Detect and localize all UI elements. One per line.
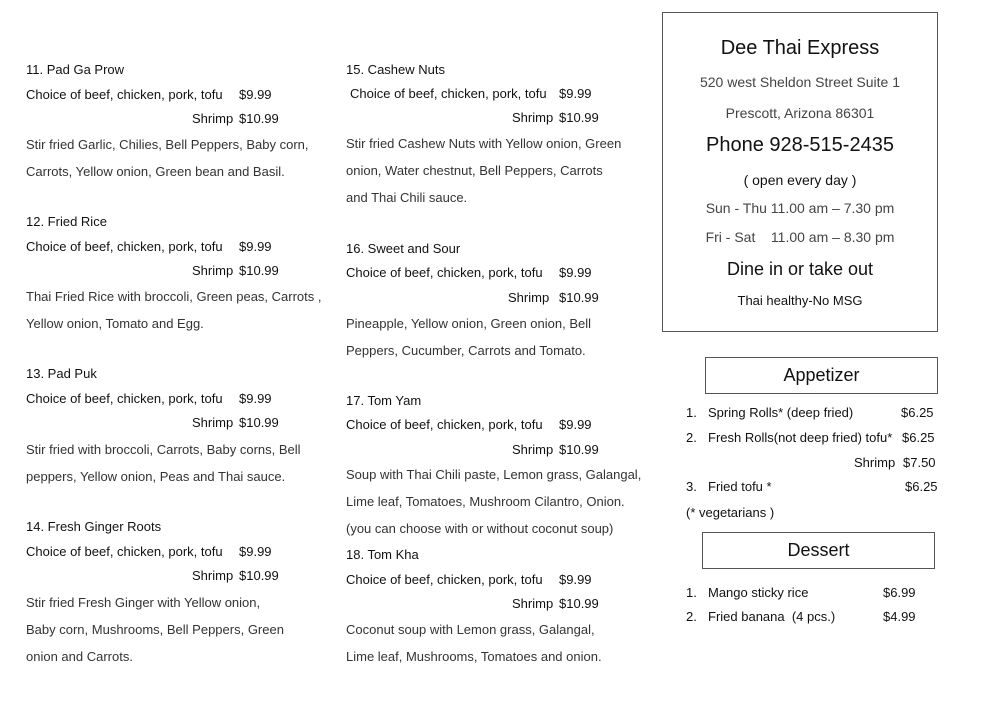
dish-description: (you can choose with or without coconut soup) bbox=[346, 521, 614, 536]
dish-title: 13. Pad Puk bbox=[26, 366, 97, 381]
dish-price: $9.99 bbox=[239, 87, 272, 102]
dish-choice: Choice of beef, chicken, pork, tofu bbox=[26, 391, 223, 406]
shrimp-price: $10.99 bbox=[239, 111, 279, 126]
shrimp-price: $10.99 bbox=[239, 263, 279, 278]
dish-description: Stir fried Fresh Ginger with Yellow onion, bbox=[26, 595, 261, 610]
dish-title: 18. Tom Kha bbox=[346, 547, 419, 562]
dish-description: and Thai Chili sauce. bbox=[346, 190, 468, 205]
shrimp-label: Shrimp bbox=[192, 415, 234, 430]
dish-description: Stir fried Cashew Nuts with Yellow onion, Green bbox=[346, 136, 622, 151]
dish-description: Lime leaf, Tomatoes, Mushroom Cilantro, Onion. bbox=[346, 494, 625, 509]
restaurant-address: 520 west Sheldon Street Suite 1 bbox=[699, 74, 901, 90]
appetizer-price: $6.25 bbox=[902, 430, 935, 445]
dish-price: $9.99 bbox=[239, 544, 272, 559]
shrimp-label: Shrimp bbox=[192, 568, 234, 583]
appetizer-name: Fried tofu * bbox=[708, 479, 772, 494]
dish-description: Stir fried with broccoli, Carrots, Baby corns, Bell bbox=[26, 442, 301, 457]
dish-choice: Choice of beef, chicken, pork, tofu bbox=[346, 572, 543, 587]
dish-title: 12. Fried Rice bbox=[26, 214, 107, 229]
list-item-number: 3. bbox=[686, 479, 697, 494]
dish-description: onion, Water chestnut, Bell Peppers, Carrots bbox=[346, 163, 603, 178]
list-item-number: 2. bbox=[686, 609, 697, 624]
dish-description: Lime leaf, Mushrooms, Tomatoes and onion. bbox=[346, 649, 602, 664]
appetizer-price: $6.25 bbox=[901, 405, 934, 420]
appetizer-price: $7.50 bbox=[903, 455, 936, 470]
appetizer-heading: Appetizer bbox=[705, 357, 938, 394]
dish-description: Coconut soup with Lemon grass, Galangal, bbox=[346, 622, 595, 637]
dish-description: Stir fried Garlic, Chilies, Bell Peppers, Baby corn, bbox=[26, 137, 309, 152]
healthy-tagline: Thai healthy-No MSG bbox=[737, 293, 863, 308]
dish-choice: Choice of beef, chicken, pork, tofu bbox=[346, 417, 543, 432]
shrimp-price: $10.99 bbox=[559, 290, 599, 305]
shrimp-price: $10.99 bbox=[239, 415, 279, 430]
dine-in-takeout: Dine in or take out bbox=[726, 259, 874, 279]
hours-sun-thu: Sun - Thu 11.00 am – 7.30 pm bbox=[705, 200, 895, 216]
restaurant-name: Dee Thai Express bbox=[720, 37, 880, 59]
dish-price: $9.99 bbox=[559, 417, 592, 432]
dish-description: Peppers, Cucumber, Carrots and Tomato. bbox=[346, 343, 586, 358]
dish-choice: Choice of beef, chicken, pork, tofu bbox=[26, 544, 223, 559]
shrimp-price: $10.99 bbox=[239, 568, 279, 583]
dish-price: $9.99 bbox=[559, 86, 592, 101]
dessert-name: Mango sticky rice bbox=[708, 585, 809, 600]
shrimp-price: $10.99 bbox=[559, 442, 599, 457]
dish-price: $9.99 bbox=[239, 391, 272, 406]
dish-price: $9.99 bbox=[239, 239, 272, 254]
dish-title: 14. Fresh Ginger Roots bbox=[26, 519, 162, 534]
shrimp-label: Shrimp bbox=[512, 442, 554, 457]
vegetarian-note: (* vegetarians ) bbox=[686, 505, 775, 520]
dessert-heading: Dessert bbox=[702, 532, 935, 569]
restaurant-phone: Phone 928-515-2435 bbox=[706, 134, 894, 156]
dessert-price: $6.99 bbox=[883, 585, 916, 600]
dish-description: Soup with Thai Chili paste, Lemon grass, Galangal, bbox=[346, 467, 642, 482]
hours-fri-sat: Fri - Sat 11.00 am – 8.30 pm bbox=[705, 229, 895, 245]
dish-description: Carrots, Yellow onion, Green bean and Basil. bbox=[26, 164, 285, 179]
list-item-number: 1. bbox=[686, 585, 697, 600]
dish-title: 16. Sweet and Sour bbox=[346, 241, 461, 256]
dessert-price: $4.99 bbox=[883, 609, 916, 624]
open-days: ( open every day ) bbox=[743, 172, 857, 188]
shrimp-label: Shrimp bbox=[192, 111, 234, 126]
dish-description: Pineapple, Yellow onion, Green onion, Bell bbox=[346, 316, 592, 331]
dish-choice: Choice of beef, chicken, pork, tofu bbox=[346, 265, 543, 280]
dish-description: peppers, Yellow onion, Peas and Thai sauce. bbox=[26, 469, 286, 484]
dish-description: onion and Carrots. bbox=[26, 649, 133, 664]
dessert-name: Fried banana (4 pcs.) bbox=[708, 609, 836, 624]
shrimp-price: $10.99 bbox=[559, 110, 599, 125]
restaurant-city: Prescott, Arizona 86301 bbox=[725, 105, 875, 121]
dish-title: 15. Cashew Nuts bbox=[346, 62, 445, 77]
shrimp-price: $10.99 bbox=[559, 596, 599, 611]
shrimp-label: Shrimp bbox=[508, 290, 550, 305]
list-item-number: 1. bbox=[686, 405, 697, 420]
dish-choice: Choice of beef, chicken, pork, tofu bbox=[26, 239, 223, 254]
appetizer-name: Fresh Rolls(not deep fried) tofu* bbox=[708, 430, 893, 445]
shrimp-label: Shrimp bbox=[512, 596, 554, 611]
shrimp-label: Shrimp bbox=[192, 263, 234, 278]
shrimp-label: Shrimp bbox=[512, 110, 554, 125]
dish-choice: Choice of beef, chicken, pork, tofu bbox=[26, 87, 223, 102]
dish-description: Baby corn, Mushrooms, Bell Peppers, Green bbox=[26, 622, 284, 637]
list-item-number: 2. bbox=[686, 430, 697, 445]
dish-price: $9.99 bbox=[559, 265, 592, 280]
dish-description: Yellow onion, Tomato and Egg. bbox=[26, 316, 204, 331]
dish-title: 17. Tom Yam bbox=[346, 393, 422, 408]
dish-choice: Choice of beef, chicken, pork, tofu bbox=[350, 86, 547, 101]
appetizer-name: Spring Rolls* (deep fried) bbox=[708, 405, 854, 420]
appetizer-price: $6.25 bbox=[905, 479, 938, 494]
appetizer-shrimp-label: Shrimp bbox=[854, 455, 896, 470]
dish-description: Thai Fried Rice with broccoli, Green peas, Carrots , bbox=[26, 289, 322, 304]
dish-title: 11. Pad Ga Prow bbox=[26, 62, 125, 77]
restaurant-info-box bbox=[662, 12, 938, 332]
dish-price: $9.99 bbox=[559, 572, 592, 587]
